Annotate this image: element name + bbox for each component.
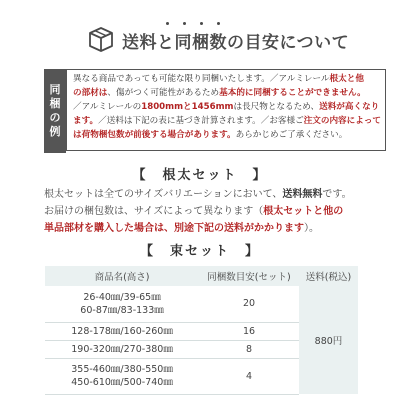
notice-line xyxy=(73,100,381,114)
size-range: 60-87㎜/83-133㎜ xyxy=(80,304,164,316)
notice-text: あらかじめご了承ください。 xyxy=(235,130,348,140)
notice-emphasis: 根太と他 xyxy=(329,74,364,84)
table-header-row xyxy=(45,266,358,286)
description-line xyxy=(44,203,388,220)
notice-emphasis: は荷物梱包数が前後する場合があります。 xyxy=(73,130,236,140)
box-icon xyxy=(86,24,116,54)
page-title xyxy=(122,28,349,53)
notice-text: ／送料は下記の表に基づき計算されます。／お客様ご xyxy=(98,116,304,126)
notice-text: 異なる商品であっても可能な限り同梱いたします。／アルミレール xyxy=(73,74,330,84)
shipping-table xyxy=(45,266,358,395)
section-title-tsuka-set: 【 束セット 】 xyxy=(139,244,260,259)
title-row xyxy=(0,22,400,62)
section-title-neta-set: 【 根太セット 】 xyxy=(132,168,268,183)
emphasis-dots xyxy=(122,22,302,28)
notice-emphasis: 基本的に同梱することができません。 xyxy=(219,88,366,98)
notice-label xyxy=(44,69,66,153)
size-range: 450-610㎜/500-740㎜ xyxy=(71,377,173,388)
size-range: 26-40㎜/39-65㎜ xyxy=(83,291,161,303)
notice-label-char: 梱 xyxy=(49,97,61,110)
notice-emphasis: 1800mmと1456mm xyxy=(141,102,234,112)
description-text: お届けの梱包数は、サイズによって異なります（ xyxy=(44,206,264,217)
page-title-text: 送料と同梱数の目安について xyxy=(122,33,350,53)
notice-label-char: 例 xyxy=(49,125,61,138)
description-text: 根太セットは全てのサイズバリエーションにおいて、 xyxy=(44,189,283,200)
header-shipping: 送料(税込) xyxy=(299,266,358,286)
description-line xyxy=(44,186,388,203)
description-emphasis: 根太セットと他の xyxy=(263,206,344,217)
notice-text-box xyxy=(66,69,386,151)
size-cell xyxy=(45,340,199,358)
notice-emphasis: 送料が高くなり xyxy=(319,102,380,112)
notice-emphasis: 注文の内容によって xyxy=(303,116,382,126)
bundling-notice xyxy=(44,69,388,153)
description-text: ）。 xyxy=(304,223,319,234)
table-row xyxy=(45,286,358,322)
neta-set-description xyxy=(44,186,388,237)
description-line xyxy=(44,220,388,237)
notice-label-char: の xyxy=(49,111,61,124)
bundle-count-cell: 8 xyxy=(199,340,299,358)
shipping-price-cell: 880円 xyxy=(299,286,358,394)
size-range: 355-460㎜/380-550㎜ xyxy=(71,364,173,375)
notice-text: 、傷がつく可能性があるため xyxy=(107,88,220,98)
header-bundle-count: 同梱数目安(セット) xyxy=(199,266,299,286)
notice-line xyxy=(73,72,381,86)
description-text: です。 xyxy=(322,189,352,200)
notice-label-char: 同 xyxy=(49,83,61,96)
notice-text: ／アルミレールの xyxy=(73,102,142,112)
notice-line xyxy=(73,86,381,100)
notice-line xyxy=(73,114,381,128)
header-product-name: 商品名(高さ) xyxy=(45,266,199,286)
free-shipping-emphasis: 送料無料 xyxy=(282,189,323,200)
notice-text: は長尺物となるため、 xyxy=(233,102,320,112)
bundle-count-cell: 16 xyxy=(199,322,299,340)
notice-line xyxy=(73,128,381,142)
notice-emphasis: の部材は xyxy=(73,88,108,98)
size-range: 190-320㎜/270-380㎜ xyxy=(71,343,173,355)
notice-emphasis: ます。 xyxy=(73,116,99,126)
size-range: 128-178㎜/160-260㎜ xyxy=(71,325,173,337)
bundle-count-cell: 20 xyxy=(199,286,299,322)
size-cell xyxy=(45,322,199,340)
bundle-count-cell: 4 xyxy=(199,358,299,394)
description-emphasis: 単品部材を購入した場合は、別途下記の送料がかかります xyxy=(44,223,304,234)
size-cell xyxy=(45,358,199,394)
size-cell xyxy=(45,286,199,322)
